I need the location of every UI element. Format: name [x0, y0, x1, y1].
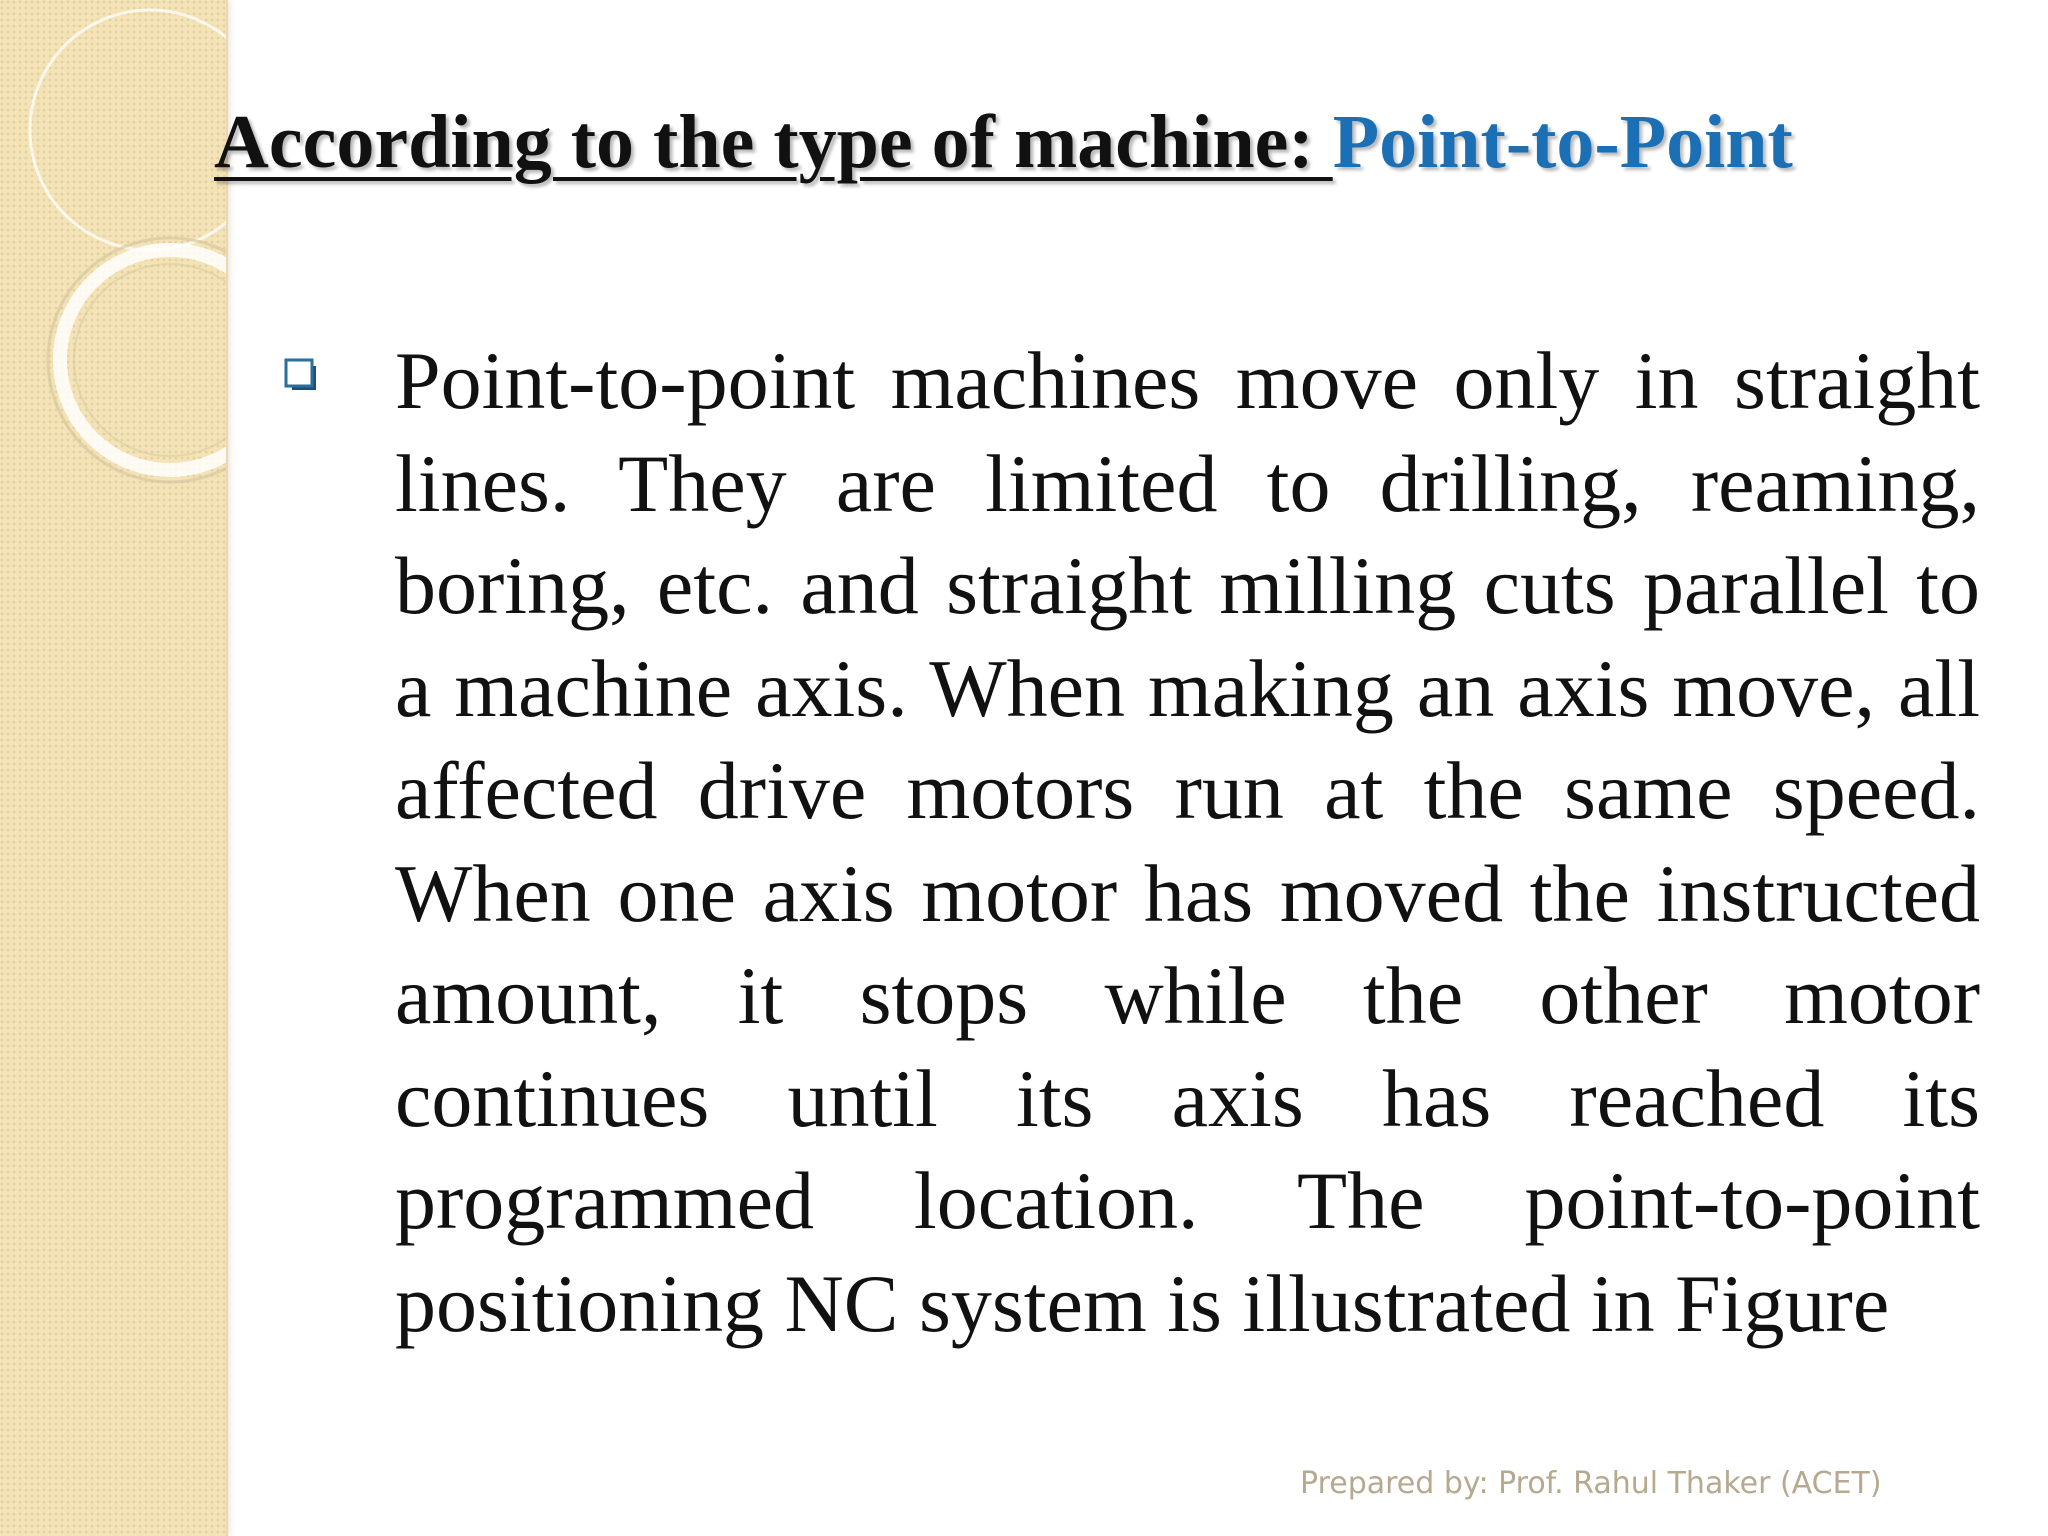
slide-title [214, 92, 2014, 192]
decorative-side-band [0, 0, 228, 1536]
bullet-text: Point-to-point machines move only in straight lines. They are limited to drilling, reaming, boring, etc. and straight milling cuts parallel to a machine axis. When making an axis move, all affected drive motors run at the same speed. When one axis motor has moved the instructed amount, it stops while the other motor continues until its axis has reached its programmed location. The point-to-point positioning NC system is illustrated in Figure [395, 335, 1980, 1349]
decorative-circles [0, 0, 226, 520]
title-highlight: Point-to-Point [1332, 100, 1793, 184]
hollow-square-bullet-icon [284, 358, 318, 392]
footer-credit: Prepared by: Prof. Rahul Thaker (ACET) [1300, 1466, 1882, 1501]
title-main: According to the type of machine: [214, 100, 1333, 184]
